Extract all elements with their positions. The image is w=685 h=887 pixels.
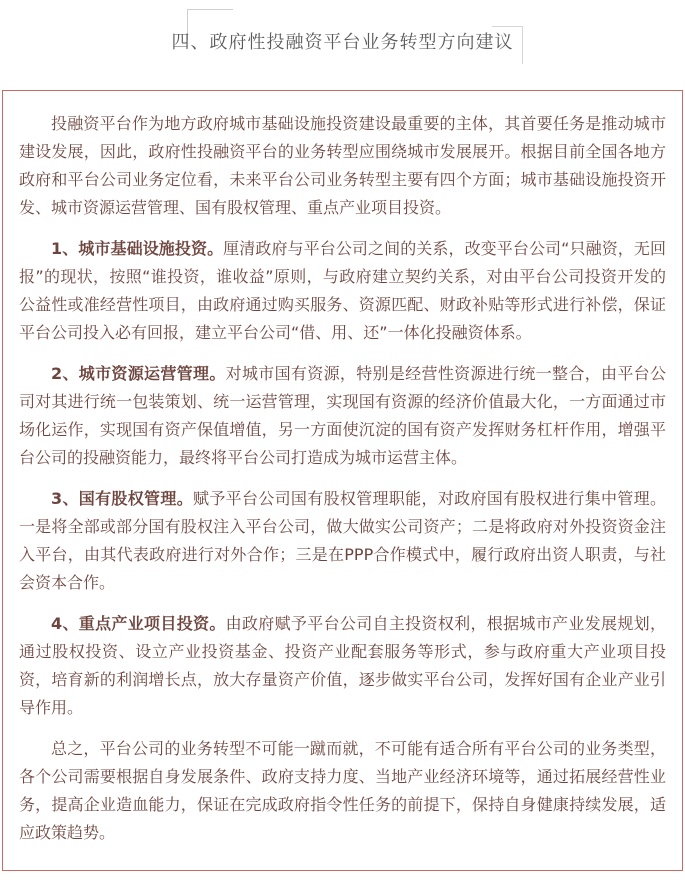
paragraph-intro <box>19 110 666 222</box>
article-content-box <box>2 90 683 871</box>
paragraph-text: 由政府赋予平台公司自主投资权利，根据城市产业发展规划，通过股权投资、设立产业投资基金、投资产业配套服务等形式，参与政府重大产业项目投资，培育新的利润增长点，放大存量资产价值，逐步做实平台公司，发挥好国有企业产业引导作用。 <box>19 614 666 717</box>
paragraph-text: 赋予平台公司国有股权管理职能，对政府国有股权进行集中管理。一是将全部或部分国有股权注入平台公司，做大做实公司资产；二是将政府对外投资资金注入平台，由其代表政府进行对外合作；三是在PPP合作模式中，履行政府出资人职责，与社会资本合作。 <box>19 489 666 592</box>
paragraph-text: 总之，平台公司的业务转型不可能一蹴而就，不可能有适合所有平台公司的业务类型，各个公司需要根据自身发展条件、政府支持力度、当地产业经济环境等，通过拓展经营性业务，提高企业造血能力，保证在完成政府指令性任务的前提下，保持自身健康持续发展，适应政策趋势。 <box>19 739 666 842</box>
paragraph-lead: 4、重点产业项目投资。 <box>51 614 226 633</box>
paragraph-text: 对城市国有资源，特别是经营性资源进行统一整合，由平台公司对其进行统一包装策划、统一运营管理，实现国有资源的经济价值最大化，一方面通过市场化运作，实现国有资产保值增值，另一方面使沉淀的国有资产发挥财务杠杆作用，增强平台公司的投融资能力，最终将平台公司打造成为城市运营主体。 <box>19 364 666 467</box>
paragraph-text: 投融资平台作为地方政府城市基础设施投资建设最重要的主体，其首要任务是推动城市建设发展，因此，政府性投融资平台的业务转型应围绕城市发展展开。根据目前全国各地方政府和平台公司业务定位看，未来平台公司业务转型主要有四个方面；城市基础设施投资开发、城市资源运营管理、国有股权管理、重点产业项目投资。 <box>19 114 666 217</box>
paragraph-text: 厘清政府与平台公司之间的关系，改变平台公司“只融资，无回报”的现状，按照“谁投资，谁收益”原则，与政府建立契约关系，对由平台公司投资开发的公益性或准经营性项目，由政府通过购买服务、资源匹配、财政补贴等形式进行补偿，保证平台公司投入必有回报，建立平台公司“借、用、还”一体化投融资体系。 <box>19 239 666 342</box>
paragraph-summary <box>19 735 666 847</box>
page-title: 四、政府性投融资平台业务转型方向建议 <box>171 32 514 53</box>
paragraph-item-3 <box>19 485 666 597</box>
paragraph-lead: 2、城市资源运营管理。 <box>51 364 226 383</box>
paragraph-lead: 1、城市基础设施投资。 <box>51 239 224 258</box>
paragraph-item-1 <box>19 235 666 347</box>
section-title-block <box>0 0 685 90</box>
paragraph-lead: 3、国有股权管理。 <box>51 489 194 508</box>
paragraph-item-2 <box>19 360 666 472</box>
paragraph-item-4 <box>19 610 666 722</box>
